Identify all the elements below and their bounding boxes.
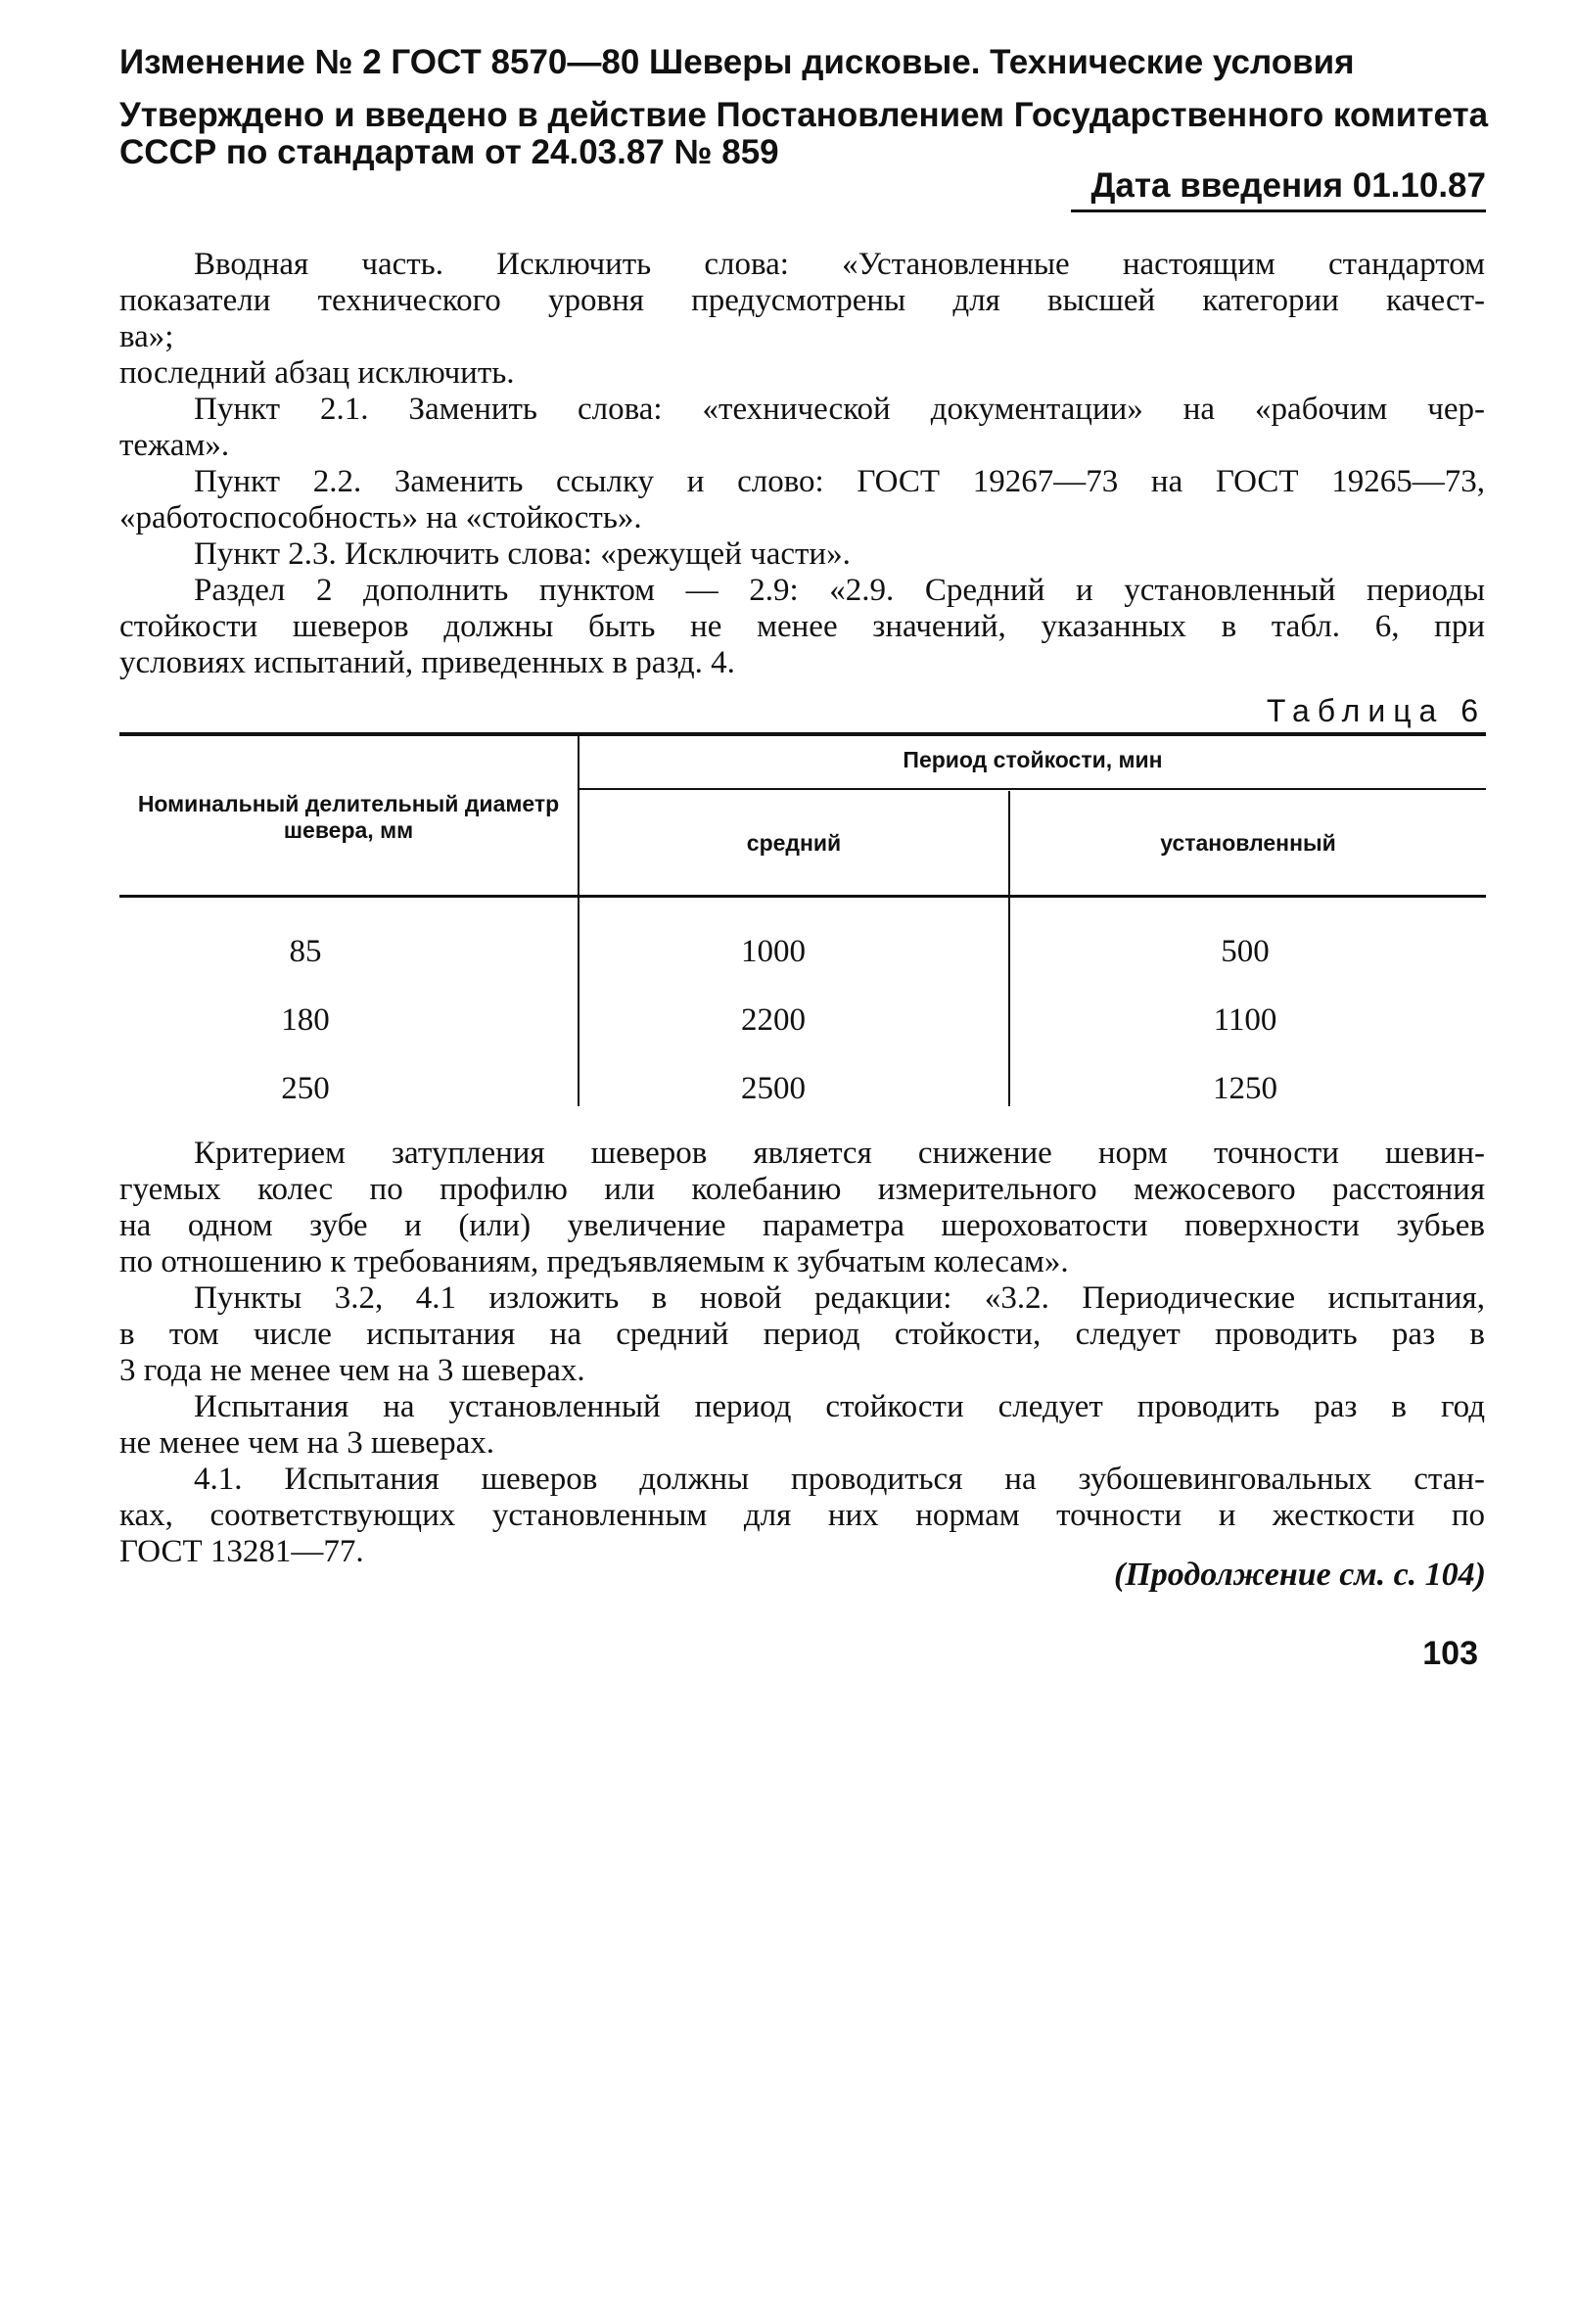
text-line: Пункты 3.2, 4.1 изложить в новой редакции: «3.2. Периодические испытания, bbox=[194, 1280, 1485, 1316]
page-number: 103 bbox=[1422, 1635, 1478, 1672]
approval-line-1: Утверждено и введено в действие Постановлением Государственного комитета bbox=[119, 96, 1489, 134]
text-line: тежам». bbox=[119, 428, 230, 463]
text-line: ГОСТ 13281—77. bbox=[119, 1534, 364, 1569]
table-cell: 180 bbox=[281, 1002, 330, 1038]
table-cell: 250 bbox=[281, 1071, 330, 1106]
column-header-average: средний bbox=[746, 830, 842, 856]
column-group-header: Период стойкости, мин bbox=[903, 747, 1163, 772]
approval-line-2: СССР по стандартам от 24.03.87 № 859 bbox=[119, 133, 779, 171]
table-vertical-rule bbox=[578, 736, 579, 1106]
body-text-top bbox=[119, 247, 1485, 681]
text-line: последний абзац исключить. bbox=[119, 355, 515, 391]
table-cell: 1100 bbox=[1213, 1002, 1277, 1038]
text-line: показатели технического уровня предусмотрены для высшей категории качест- bbox=[119, 283, 1485, 318]
text-line: гуемых колес по профилю или колебанию измерительного межосевого расстояния bbox=[119, 1172, 1485, 1207]
table-cell: 500 bbox=[1221, 934, 1270, 969]
text-line: Пункт 2.3. Исключить слова: «режущей части». bbox=[194, 536, 851, 572]
date-underline bbox=[1071, 209, 1486, 212]
text-line: условиях испытаний, приведенных в разд. 4. bbox=[119, 645, 735, 680]
text-line: Пункт 2.2. Заменить ссылку и слово: ГОСТ 19267—73 на ГОСТ 19265—73, bbox=[194, 464, 1485, 499]
text-line: Испытания на установленный период стойкости следует проводить раз в год bbox=[194, 1389, 1485, 1424]
table-group-rule bbox=[579, 788, 1486, 790]
table-cell: 1000 bbox=[741, 934, 806, 969]
text-line: Пункт 2.1. Заменить слова: «технической документации» на «рабочим чер- bbox=[194, 392, 1485, 427]
column-header-established: установленный bbox=[1160, 830, 1336, 856]
text-line: Критерием затупления шеверов является снижение норм точности шевин- bbox=[194, 1136, 1485, 1171]
table-cell: 85 bbox=[289, 934, 322, 969]
text-line: «работоспособность» на «стойкость». bbox=[119, 500, 642, 535]
table-cell: 2500 bbox=[741, 1071, 806, 1106]
text-line: не менее чем на 3 шеверах. bbox=[119, 1425, 494, 1461]
text-line: ва»; bbox=[119, 319, 174, 354]
effective-date: Дата введения 01.10.87 bbox=[1090, 166, 1486, 205]
table-top-rule bbox=[119, 732, 1486, 736]
column-header-diameter: Номинальный делительный диаметр шевера, мм bbox=[137, 791, 560, 843]
text-line: 4.1. Испытания шеверов должны проводиться на зубошевинговальных стан- bbox=[194, 1462, 1485, 1497]
table-cell: 1250 bbox=[1213, 1071, 1277, 1106]
text-line: в том числе испытания на средний период стойкости, следует проводить раз в bbox=[119, 1317, 1485, 1352]
text-line: по отношению к требованиям, предъявляемым к зубчатым колесам». bbox=[119, 1244, 1069, 1279]
text-line: ках, соответствующих установленным для них нормам точности и жесткости по bbox=[119, 1498, 1485, 1533]
text-line: на одном зубе и (или) увеличение параметра шероховатости поверхности зубьев bbox=[119, 1208, 1485, 1243]
text-line: 3 года не менее чем на 3 шеверах. bbox=[119, 1353, 585, 1388]
table-header-rule bbox=[119, 895, 1486, 898]
table-cell: 2200 bbox=[741, 1002, 806, 1038]
text-line: Раздел 2 дополнить пунктом — 2.9: «2.9. Средний и установленный периоды bbox=[194, 573, 1485, 608]
text-line: Вводная часть. Исключить слова: «Установленные настоящим стандартом bbox=[194, 247, 1485, 282]
table-caption: Таблица 6 bbox=[1266, 693, 1486, 728]
amendment-title: Изменение № 2 ГОСТ 8570—80 Шеверы дисковые. Технические условия bbox=[119, 43, 1355, 81]
continuation-note: (Продолжение см. с. 104) bbox=[1114, 1557, 1486, 1593]
body-text-bottom bbox=[119, 1136, 1485, 1570]
text-line: стойкости шеверов должны быть не менее значений, указанных в табл. 6, при bbox=[119, 609, 1485, 644]
